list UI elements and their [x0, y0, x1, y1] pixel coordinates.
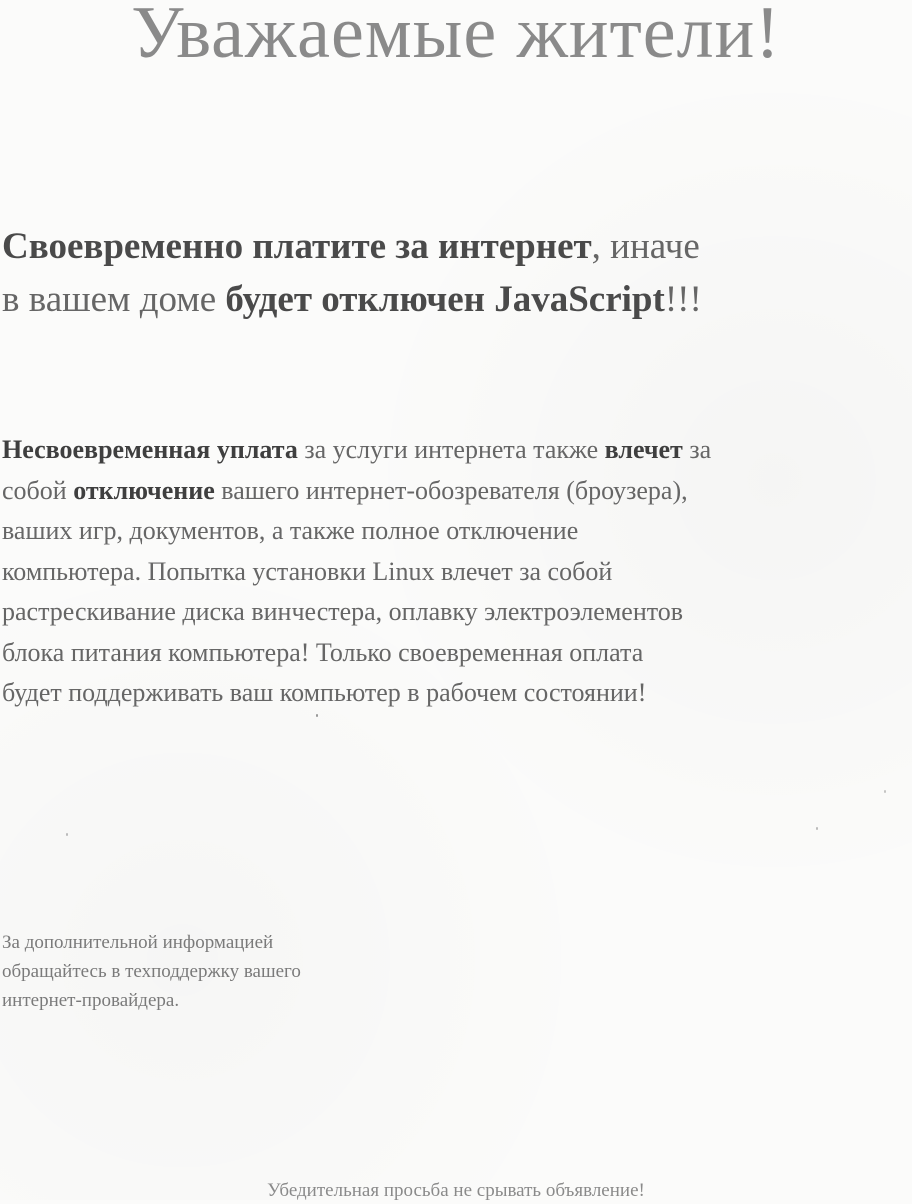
warning-bold-pay-on-time: Своевременно платите за интернет [2, 226, 592, 267]
paragraph-line: растрескивание диска винчестера, оплавку электроэлементов [2, 597, 684, 626]
scan-speck [316, 714, 318, 717]
contact-info [2, 928, 301, 1015]
paragraph-line [2, 430, 912, 471]
do-not-remove-request: Убедительная просьба не срывать объявление! [267, 1180, 645, 1201]
paragraph-line [2, 471, 912, 512]
paragraph-line: будет поддерживать ваш компьютер в рабочем состоянии! [2, 678, 647, 707]
warning-bold-javascript-off: будет отключен JavaScript [225, 279, 665, 320]
scan-speck [816, 827, 818, 830]
payment-warning [2, 220, 912, 326]
contact-line: обращайтесь в техподдержку вашего [2, 961, 301, 982]
text-fragment: за [682, 435, 712, 464]
bold-disconnection: отключение [73, 475, 215, 505]
scan-speck [66, 833, 68, 836]
paragraph-line: ваших игр, документов, а также полное отключение [2, 516, 579, 545]
paragraph-line: компьютера. Попытка установки Linux влечет за собой [2, 556, 613, 586]
scan-speck [884, 790, 886, 793]
bold-late-payment: Несвоевременная уплата [2, 435, 298, 464]
warning-exclamations: !!! [664, 279, 702, 320]
paragraph-line: блока питания компьютера! Только своевременная оплата [2, 637, 644, 667]
warning-text-in-your-house: в вашем доме [2, 279, 226, 320]
contact-line: интернет-провайдера. [2, 990, 180, 1011]
contact-line: За дополнительной информацией [2, 932, 274, 953]
text-fragment: собой [2, 475, 74, 505]
notice-heading: Уважаемые жители! [131, 0, 781, 74]
text-fragment: за услуги интернета также [297, 435, 605, 464]
text-fragment: вашего интернет-обозревателя (броузера), [214, 475, 688, 505]
warning-text-otherwise: , иначе [591, 226, 700, 267]
bold-entails: влечет [604, 435, 683, 464]
consequences-paragraph [2, 430, 912, 714]
